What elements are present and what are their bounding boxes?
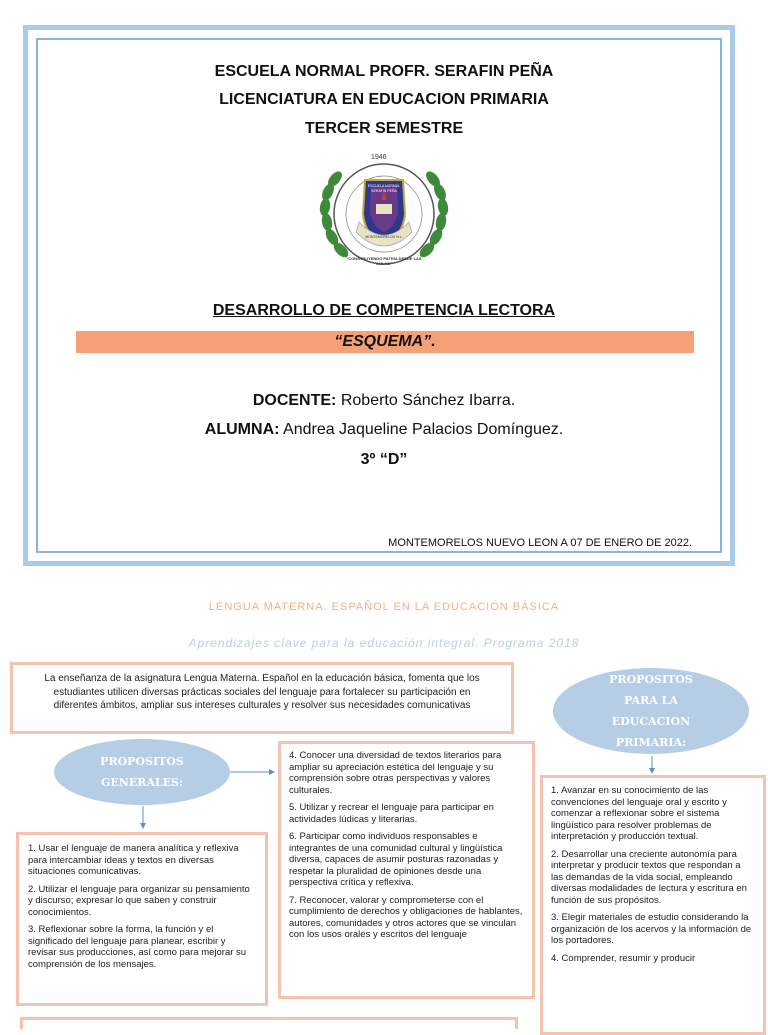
list-item: 4. Comprender, resumir y producir	[551, 952, 696, 964]
list-item: 3. Elegir materiales de estudio considerando la organización de los acervos y la información de los portadores.	[551, 912, 752, 946]
group: 3º “D”	[360, 451, 408, 468]
seal-ribbon: MONTEMORELOS N.L.	[365, 235, 403, 239]
general-purposes-right-box	[278, 741, 535, 999]
list-item: 5. Utilizar y recrear el lenguaje para participar en actividades lúdicas y literarias.	[289, 802, 494, 825]
list-item: 4. Conocer una diversidad de textos literarios para ampliar su apreciación estética del lenguaje y su comprensión sobre otras perspectivas y valores culturales.	[289, 750, 502, 796]
general-purposes-label	[54, 739, 230, 805]
primary-label-text: PROPOSITOS PARA LA EDUCACION PRIMARIA:	[609, 673, 693, 749]
list-item: 7. Reconocer, valorar y comprometerse con el cumplimiento de derechos y obligaciones de hablantes, autores, comunidades y otros actores que se vinculan con los usos orales y escritos del lenguaje	[289, 894, 523, 940]
seal-year: 1946	[371, 154, 387, 161]
primary-purposes-box	[540, 775, 766, 1035]
student-label: ALUMNA:	[204, 421, 280, 438]
school-name: ESCUELA NORMAL PROFR. SERAFIN PEÑA	[214, 63, 554, 80]
place-date: MONTEMORELOS NUEVO LEON A 07 DE ENERO DE 2022.	[388, 537, 692, 549]
general-label-text: PROPOSITOS GENERALES:	[100, 755, 184, 789]
list-item: 6. Participar como individuos responsables e integrantes de una comunidad cultural y lingüística diversa, capaces de asumir posturas razonadas y respetar la pluralidad de opiniones desde una perspectiva crítica y reflexiva.	[289, 831, 503, 888]
teacher-name: Roberto Sánchez Ibarra.	[336, 392, 516, 409]
teacher-label: DOCENTE:	[252, 392, 337, 409]
list-item: 1. Avanzar en su conocimiento de las convenciones del lenguaje oral y escrito y comenzar a reflexionar sobre el sistema lingüístico para resolver problemas de interpretación y producción textual.	[551, 785, 727, 842]
general-purposes-left-box	[16, 832, 268, 1006]
list-item: 3. Reflexionar sobre la forma, la función y el significado del lenguaje para planear, escribir y revisar sus producciones, así como para mejorar su comprensión de los mensajes.	[28, 924, 247, 970]
list-item: 2. Desarrollar una creciente autonomía para interpretar y producir textos que respondan a las demandas de la vida social, empleando diversas modalidades de lectura y escritura en función de sus propósitos.	[551, 848, 747, 906]
work-title: “ESQUEMA”.	[334, 333, 436, 350]
seal-inner-top: ESCUELA NORMAL	[367, 184, 401, 188]
primary-purposes-label	[553, 668, 749, 754]
page2-subtitle: Aprendizajes clave para la educación integral. Programa 2018	[188, 636, 580, 650]
degree-name: LICENCIATURA EN EDUCACION PRIMARIA	[219, 91, 549, 108]
intro-box	[10, 662, 514, 734]
subject-title: DESARROLLO DE COMPETENCIA LECTORA	[212, 302, 556, 319]
student-name: Andrea Jaqueline Palacios Domínguez.	[279, 421, 564, 438]
list-item: 1. Usar el lenguaje de manera analítica y reflexiva para intercambiar ideas y textos en diversas situaciones comunicativas.	[28, 843, 239, 877]
page2-title: LENGUA MATERNA. ESPAÑOL EN LA EDUCACIÓN BÁSICA	[208, 601, 560, 613]
seal-motto: "CONSTRUYENDO PATRIA DESDE LAS AULAS"	[346, 256, 422, 266]
intro-text: La enseñanza de la asignatura Lengua Materna. Español en la educación básica, fomenta que los estudiantes utilicen diversas prácticas sociales del lenguaje para fortalecer su participación en diferentes ámbitos, ampliar sus intereses culturales y resolver sus necesidades comunicativas	[44, 673, 480, 711]
bottom-box-edge	[20, 1017, 518, 1029]
semester: TERCER SEMESTRE	[304, 120, 464, 137]
list-item: 2. Utilizar el lenguaje para organizar su pensamiento y discurso; expresar lo que saben y construir conocimientos.	[28, 883, 250, 918]
seal-inner-sub: SERAFIN PEÑA	[371, 189, 397, 193]
